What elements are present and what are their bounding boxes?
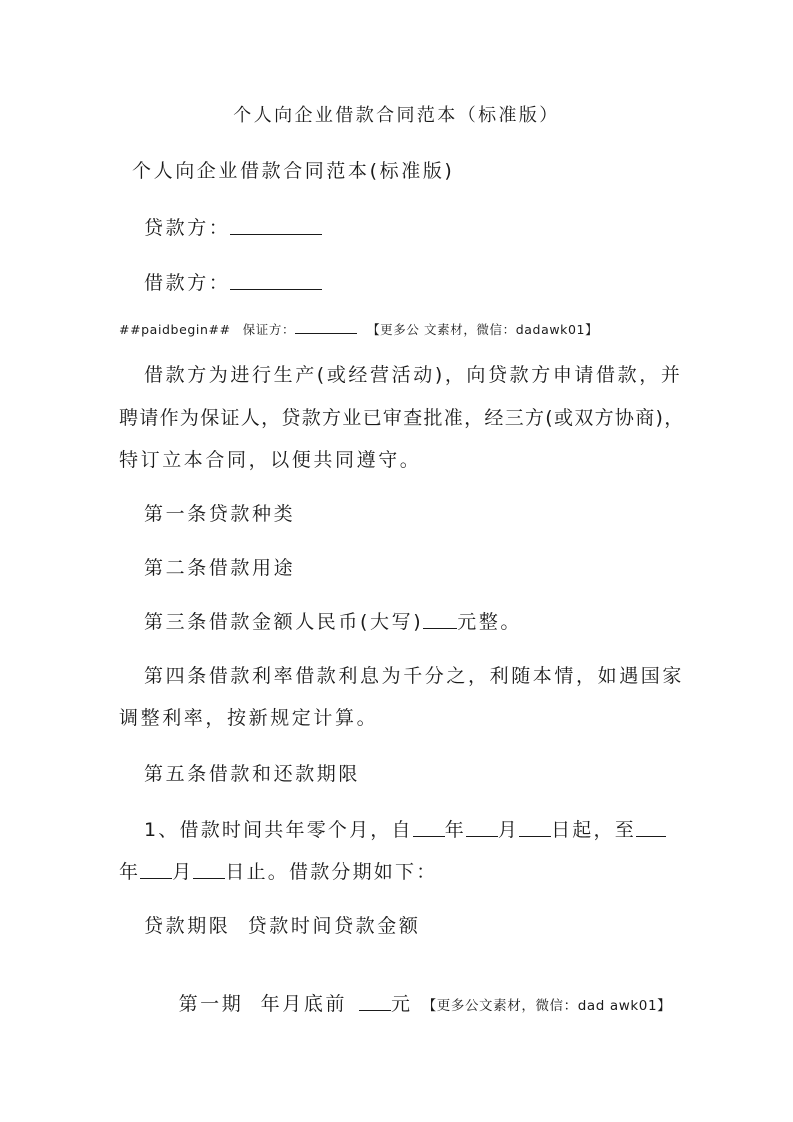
schedule-table-header: 贷款期限 贷款时间贷款金额 <box>144 915 421 937</box>
item-1-line-1 <box>144 818 666 842</box>
item-1-line-2 <box>119 860 437 884</box>
end-month-label: 月 <box>172 861 194 883</box>
article-3-line <box>144 610 522 634</box>
lender-line <box>144 216 322 240</box>
document-subtitle: 个人向企业借款合同范本(标准版) <box>132 160 455 182</box>
item-1-text: 1、借款时间共年零个月，自 <box>144 819 413 841</box>
start-month-blank <box>466 818 498 837</box>
guarantor-label: 保证方： <box>242 322 296 337</box>
amount-blank <box>423 610 457 629</box>
end-month-blank <box>140 860 172 879</box>
intro-paragraph-line-2: 聘请作为保证人，贷款方业已审查批准，经三方(或双方协商)， <box>119 407 685 429</box>
start-year-blank <box>413 818 445 837</box>
borrower-line <box>144 271 322 295</box>
promo-text-1: 【更多公 文素材，微信：dadawk01】 <box>367 322 599 337</box>
intro-paragraph-line-1: 借款方为进行生产(或经营活动)，向贷款方申请借款，并 <box>144 364 683 386</box>
borrower-label: 借款方： <box>144 272 231 294</box>
article-3-suffix: 元整。 <box>457 611 523 633</box>
document-title: 个人向企业借款合同范本（标准版） <box>233 105 560 126</box>
day-from-label: 日起，至 <box>551 819 636 841</box>
period-1-amount-blank <box>359 992 391 1011</box>
article-2-heading: 第二条借款用途 <box>144 557 296 579</box>
period-1-unit: 元 <box>391 993 413 1015</box>
borrower-blank <box>230 271 322 290</box>
lender-label: 贷款方： <box>144 217 231 239</box>
month-label: 月 <box>497 819 520 841</box>
article-1-heading: 第一条贷款种类 <box>144 503 296 525</box>
end-day-blank <box>193 860 225 879</box>
article-4-line-2: 调整利率，按新规定计算。 <box>119 707 379 729</box>
lender-blank <box>230 216 322 235</box>
period-1-text: 第一期 年月底前 <box>178 993 348 1015</box>
article-5-heading: 第五条借款和还款期限 <box>144 763 361 785</box>
promo-text-2: 【更多公文素材，微信：dad awk01】 <box>422 998 672 1014</box>
year-label: 年 <box>444 819 466 841</box>
intro-paragraph-line-3: 特订立本合同，以便共同遵守。 <box>119 449 422 471</box>
paid-marker: ##paidbegin## <box>119 322 231 337</box>
guarantor-blank <box>295 321 357 334</box>
article-4-line-1: 第四条借款利率借款利息为千分之，利随本情，如遇国家 <box>144 665 685 687</box>
start-day-blank <box>519 818 551 837</box>
end-year-blank-a <box>636 818 666 837</box>
end-year-label: 年 <box>119 861 141 883</box>
article-3-text: 第三条借款金额人民币(大写) <box>144 611 424 633</box>
item-1-end-text: 日止。借款分期如下： <box>225 861 438 883</box>
guarantor-line <box>119 318 598 342</box>
schedule-row-1 <box>144 968 671 1042</box>
